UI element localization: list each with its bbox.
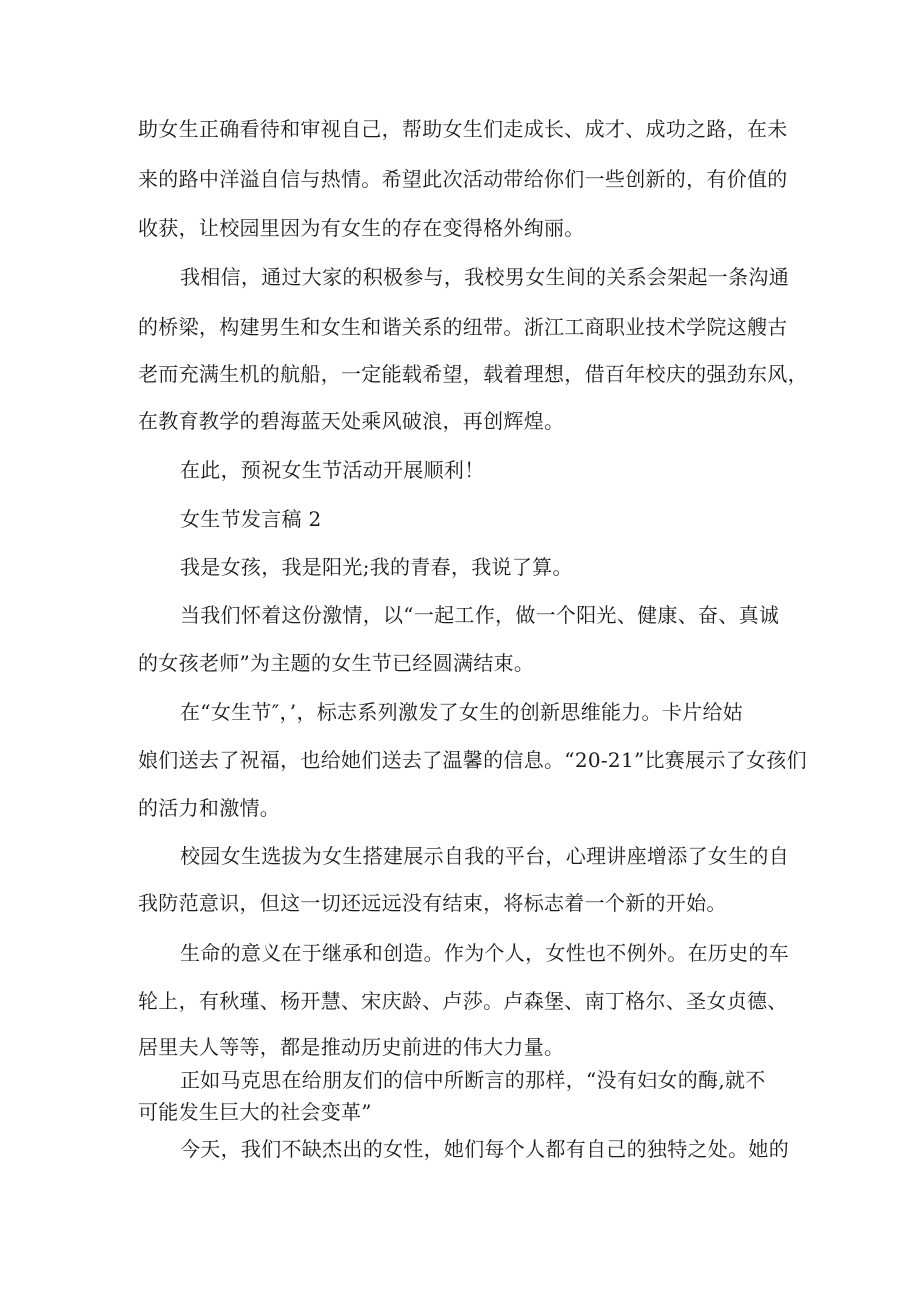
paragraph-line: 我是女孩，我是阳光;我的青春，我说了算。 — [180, 555, 573, 579]
section-heading: 女生节发言稿 2 — [180, 507, 322, 531]
paragraph-line: 在教育教学的碧海蓝天处乘风破浪，再创辉煌。 — [138, 409, 565, 433]
paragraph-line: 我防范意识，但这一切还远远没有结束，将标志着一个新的开始。 — [138, 891, 727, 915]
paragraph-line: 助女生正确看待和审视自己，帮助女生们走成长、成才、成功之路，在未 — [138, 117, 788, 141]
paragraph-line: 生命的意义在于继承和创造。作为个人，女性也不例外。在历史的车 — [180, 941, 789, 965]
paragraph-line: 正如马克思在给朋友们的信中所断言的那样，“没有妇女的酶,就不 — [180, 1068, 766, 1092]
paragraph-line: 老而充满生机的航船，一定能载希望，载着理想，借百年校庆的强劲东风， — [138, 362, 808, 386]
paragraph-line: 居里夫人等等，都是推动历史前进的伟大力量。 — [138, 1035, 565, 1059]
paragraph-line: 我相信，通过大家的积极参与，我校男女生间的关系会架起一条沟通 — [180, 265, 789, 289]
paragraph-line: 校园女生选拔为女生搭建展示自我的平台，心理讲座增添了女生的自 — [180, 844, 789, 868]
paragraph-line: 的桥梁，构建男生和女生和谐关系的纽带。浙江工商职业技术学院这艘古 — [138, 315, 788, 339]
paragraph-line: 的女孩老师”为主题的女生节已经圆满结束。 — [138, 651, 535, 675]
paragraph-line: 轮上，有秋瑾、杨开慧、宋庆龄、卢莎。卢森堡、南丁格尔、圣女贞德、 — [138, 989, 788, 1013]
paragraph-line: 当我们怀着这份激情，以“一起工作，做一个阳光、健康、奋、真诚 — [180, 603, 780, 627]
paragraph-line: 今天，我们不缺杰出的女性，她们每个人都有自己的独特之处。她的 — [180, 1137, 789, 1161]
paragraph-line: 可能发生巨大的社会变革” — [138, 1100, 372, 1124]
paragraph-line: 在此，预祝女生节活动开展顺利！ — [180, 458, 485, 482]
paragraph-line: 收获，让校园里因为有女生的存在变得格外绚丽。 — [138, 216, 585, 240]
paragraph-line: 来的路中洋溢自信与热情。希望此次活动带给你们一些创新的，有价值的 — [138, 167, 788, 191]
paragraph-line: 娘们送去了祝福，也给她们送去了温馨的信息。“20-21”比赛展示了女孩们 — [138, 748, 807, 772]
paragraph-line: 在“女生节″，’，标志系列激发了女生的创新思维能力。卡片给姑 — [180, 700, 744, 724]
paragraph-line: 的活力和激情。 — [138, 796, 281, 820]
